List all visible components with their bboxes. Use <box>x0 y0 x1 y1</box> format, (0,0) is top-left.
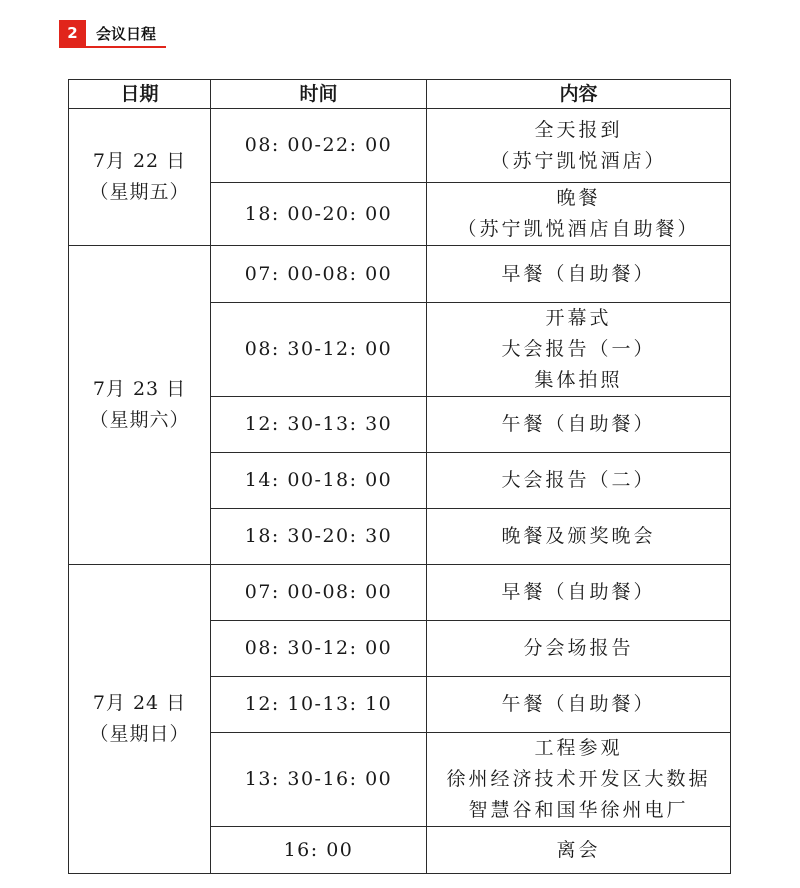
content-cell <box>427 621 731 677</box>
content-line: 徐州经济技术开发区大数据 <box>446 768 711 790</box>
time-cell: 18: 00-20: 00 <box>211 183 427 246</box>
time-cell: 16: 00 <box>211 827 427 874</box>
content-cell <box>427 246 731 303</box>
content-cell <box>427 827 731 874</box>
content-cell <box>427 303 731 397</box>
time-cell: 07: 00-08: 00 <box>211 246 427 303</box>
date-cell <box>69 565 211 874</box>
content-line: 早餐（自助餐） <box>501 581 656 603</box>
time-cell: 08: 30-12: 00 <box>211 621 427 677</box>
date-label: 7月 24 日 <box>92 692 187 714</box>
schedule-row <box>69 246 731 303</box>
schedule-body <box>69 109 731 874</box>
content-line: 离会 <box>556 838 601 861</box>
content-line: 晚餐及颁奖晚会 <box>501 525 656 547</box>
content-line: 分会场报告 <box>523 637 634 659</box>
content-cell <box>427 733 731 827</box>
time-cell: 18: 30-20: 30 <box>211 509 427 565</box>
weekday-label: （星期日） <box>89 723 190 745</box>
time-cell: 07: 00-08: 00 <box>211 565 427 621</box>
content-line: 全天报到 <box>534 118 623 141</box>
content-cell <box>427 677 731 733</box>
weekday-label: （星期五） <box>89 181 190 203</box>
schedule-table <box>68 79 731 874</box>
content-line: 午餐（自助餐） <box>501 693 656 715</box>
time-cell: 13: 30-16: 00 <box>211 733 427 827</box>
content-line: 午餐（自助餐） <box>501 413 656 435</box>
content-line: （苏宁凯悦酒店） <box>490 149 667 172</box>
content-line: （苏宁凯悦酒店自助餐） <box>457 218 700 240</box>
section-underline <box>59 46 166 48</box>
time-cell: 14: 00-18: 00 <box>211 453 427 509</box>
content-line: 大会报告（一） <box>501 338 656 360</box>
header-content: 内容 <box>427 80 731 109</box>
date-label: 7月 22 日 <box>92 150 187 172</box>
content-cell <box>427 183 731 246</box>
section-title: 会议日程 <box>96 24 157 43</box>
section-number-badge: 2 <box>59 20 86 46</box>
time-cell: 08: 00-22: 00 <box>211 109 427 183</box>
content-line: 集体拍照 <box>534 369 623 391</box>
time-cell: 08: 30-12: 00 <box>211 303 427 397</box>
content-cell <box>427 453 731 509</box>
schedule-row <box>69 565 731 621</box>
content-line: 大会报告（二） <box>501 469 656 491</box>
content-line: 工程参观 <box>534 737 623 759</box>
content-cell <box>427 109 731 183</box>
content-line: 开幕式 <box>545 307 612 329</box>
content-cell <box>427 397 731 453</box>
time-cell: 12: 30-13: 30 <box>211 397 427 453</box>
header-date: 日期 <box>69 80 211 109</box>
weekday-label: （星期六） <box>89 409 190 431</box>
header-time: 时间 <box>211 80 427 109</box>
date-cell <box>69 246 211 565</box>
content-cell <box>427 565 731 621</box>
content-line: 智慧谷和国华徐州电厂 <box>468 799 689 821</box>
content-line: 早餐（自助餐） <box>501 262 656 285</box>
schedule-row <box>69 109 731 183</box>
content-cell <box>427 509 731 565</box>
time-cell: 12: 10-13: 10 <box>211 677 427 733</box>
content-line: 晚餐 <box>556 187 601 209</box>
date-cell <box>69 109 211 246</box>
header-row <box>69 80 731 109</box>
date-label: 7月 23 日 <box>92 378 187 400</box>
section-header <box>59 18 156 48</box>
